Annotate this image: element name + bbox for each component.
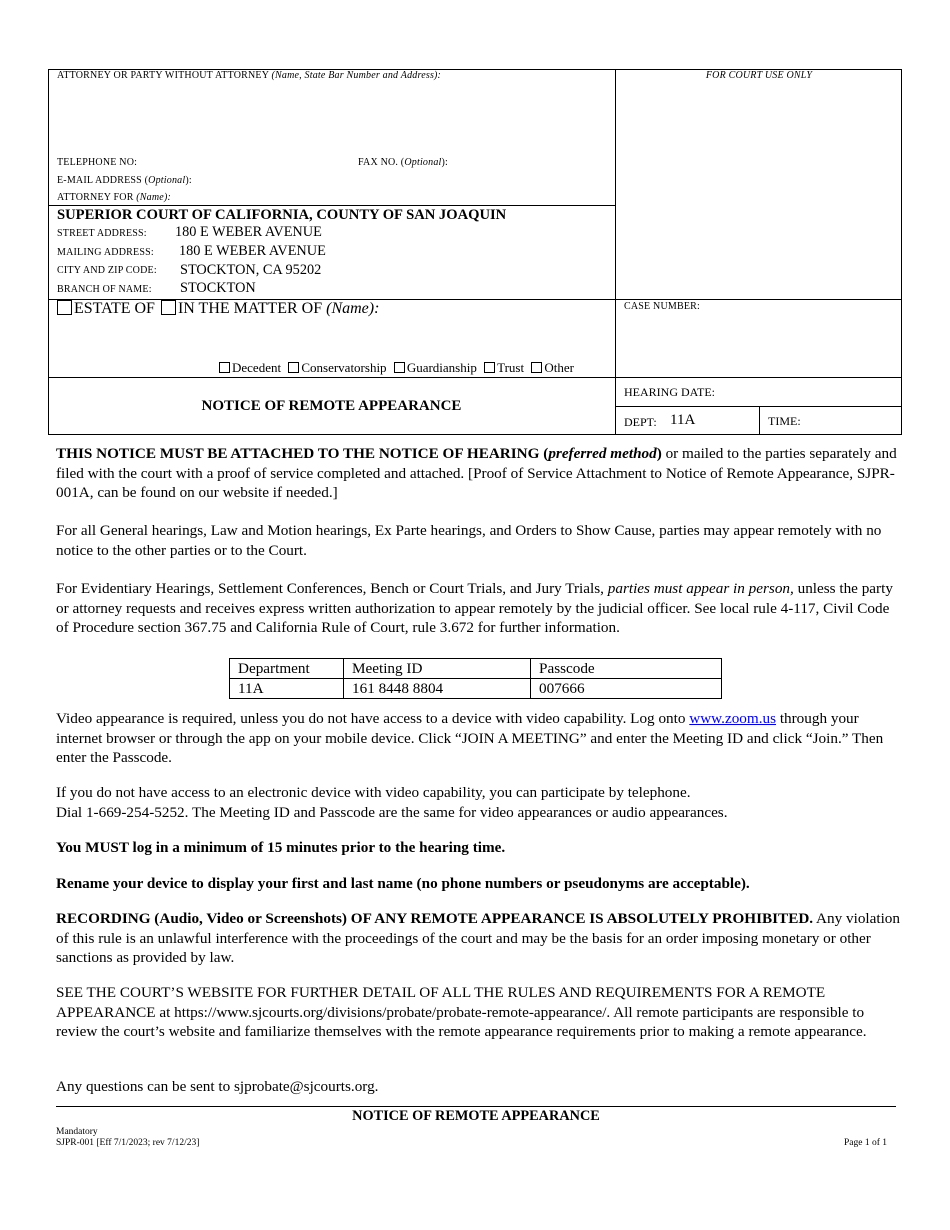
time-label: TIME:: [768, 414, 801, 428]
cell-meeting-id: 161 8448 8804: [344, 679, 531, 699]
paragraph-general-hearings: For all General hearings, Law and Motion hearings, Ex Parte hearings, and Orders to Show Cause, parties may appear remotely with no notice to the other parties or to the Court.: [56, 522, 882, 559]
zoom-link[interactable]: www.zoom.us: [689, 710, 777, 727]
in-matter-of-checkbox[interactable]: [161, 300, 176, 315]
branch-value: STOCKTON: [180, 280, 256, 296]
footer-page: Page 1 of 1: [843, 1138, 887, 1148]
hearing-date-label: HEARING DATE:: [624, 385, 715, 399]
estate-of-label: ESTATE OF: [74, 300, 155, 317]
court-name: SUPERIOR COURT OF CALIFORNIA, COUNTY OF SAN JOAQUIN: [57, 207, 507, 223]
paragraph-login-time: You MUST log in a minimum of 15 minutes prior to the hearing time.: [56, 839, 506, 856]
trust-checkbox[interactable]: [484, 362, 495, 373]
header-passcode: Passcode: [531, 659, 722, 679]
paragraph-questions: Any questions can be sent to sjprobate@sjcourts.org.: [56, 1078, 379, 1095]
email-label: E-MAIL ADDRESS (Optional):: [57, 175, 192, 186]
guardianship-checkbox[interactable]: [394, 362, 405, 373]
branch-label: BRANCH OF NAME:: [57, 284, 152, 295]
form-title: NOTICE OF REMOTE APPEARANCE: [201, 398, 462, 414]
paragraph-evidentiary-hearings: For Evidentiary Hearings, Settlement Conferences, Bench or Court Trials, and Jury Trials, parties must appear in person, unless the party or attorney requests and receives express written authorization to appear remotely by the judicial officer. See local rule 4-117, Civil Code of Procedure section 367.75 and California Rule of Court, rule 3.672 for further information.: [56, 580, 893, 637]
name-hint: (Name):: [326, 300, 380, 317]
trust-label: Trust: [497, 360, 525, 375]
footer-form-id: SJPR-001 [Eff 7/1/2023; rev 7/12/23]: [56, 1138, 200, 1148]
attorney-for-label: ATTORNEY FOR (Name):: [57, 192, 172, 203]
fax-label: FAX NO. (Optional):: [358, 157, 449, 168]
dept-value: 11A: [670, 412, 696, 428]
attorney-label: ATTORNEY OR PARTY WITHOUT ATTORNEY (Name, State Bar Number and Address):: [57, 70, 442, 81]
estate-row: [57, 300, 379, 318]
header-meeting-id: Meeting ID: [344, 659, 531, 679]
estate-of-checkbox[interactable]: [57, 300, 72, 315]
cell-passcode: 007666: [531, 679, 722, 699]
street-value: 180 E WEBER AVENUE: [175, 224, 322, 240]
case-type-options: [219, 360, 574, 376]
footer-mandatory: Mandatory: [56, 1127, 98, 1137]
conservatorship-checkbox[interactable]: [288, 362, 299, 373]
mailing-label: MAILING ADDRESS:: [57, 247, 154, 258]
table-row: [230, 679, 722, 699]
other-checkbox[interactable]: [531, 362, 542, 373]
paragraph-rename-device: Rename your device to display your first and last name (no phone numbers or pseudonyms are acceptable).: [56, 875, 750, 892]
meeting-table: [229, 658, 722, 699]
header-department: Department: [230, 659, 344, 679]
other-label: Other: [544, 360, 574, 375]
decedent-label: Decedent: [232, 360, 282, 375]
paragraph-attach-notice: THIS NOTICE MUST BE ATTACHED TO THE NOTICE OF HEARING (preferred method) or mailed to the parties separately and filed with the court with a proof of service completed and attached. [Proof of Service Attachment to Notice of Remote Appearance, SJPR-001A, can be found on our website if needed.]: [56, 445, 897, 502]
paragraph-video-appearance: Video appearance is required, unless you do not have access to a device with video capability. Log onto www.zoom.us through your internet browser or through the app on your mobile device. Click “JOIN A MEETING” and enter the Meeting ID and click “Join.” Then enter the Passcode.: [56, 710, 884, 767]
decedent-checkbox[interactable]: [219, 362, 230, 373]
street-label: STREET ADDRESS:: [57, 228, 147, 239]
in-matter-of-label: IN THE MATTER OF: [177, 300, 323, 317]
city-value: STOCKTON, CA 95202: [180, 262, 322, 278]
footer-title: NOTICE OF REMOTE APPEARANCE: [352, 1108, 600, 1124]
telephone-label: TELEPHONE NO:: [57, 157, 138, 168]
guardianship-label: Guardianship: [406, 360, 477, 375]
court-use-label: FOR COURT USE ONLY: [705, 70, 813, 81]
conservatorship-label: Conservatorship: [301, 360, 387, 375]
footer-rule: [56, 1106, 896, 1107]
table-header-row: [230, 659, 722, 679]
case-number-label: CASE NUMBER:: [624, 301, 701, 312]
city-label: CITY AND ZIP CODE:: [57, 265, 157, 276]
cell-department: 11A: [230, 679, 344, 699]
dept-label: DEPT:: [624, 415, 657, 429]
paragraph-recording-prohibited: RECORDING (Audio, Video or Screenshots) OF ANY REMOTE APPEARANCE IS ABSOLUTELY PROHIBITED. Any violation of this rule is an unlawful interference with the proceedings of the court and may be the basis for an order imposing monetary or other sanctions as provided by law.: [56, 910, 900, 967]
paragraph-telephone: If you do not have access to an electronic device with video capability, you can participate by telephone. Dial 1-669-254-5252. The Meeting ID and Passcode are the same for video appearances or audio appearances.: [56, 784, 728, 821]
paragraph-website: SEE THE COURT’S WEBSITE FOR FURTHER DETAIL OF ALL THE RULES AND REQUIREMENTS FOR A REMOTE APPEARANCE at https://www.sjcourts.org/divisions/probate/probate-remote-appearance/. All remote participants are responsible to review the court’s website and familiarize themselves with the remote appearance requirements prior to making a remote appearance.: [56, 984, 867, 1041]
mailing-value: 180 E WEBER AVENUE: [179, 243, 326, 259]
